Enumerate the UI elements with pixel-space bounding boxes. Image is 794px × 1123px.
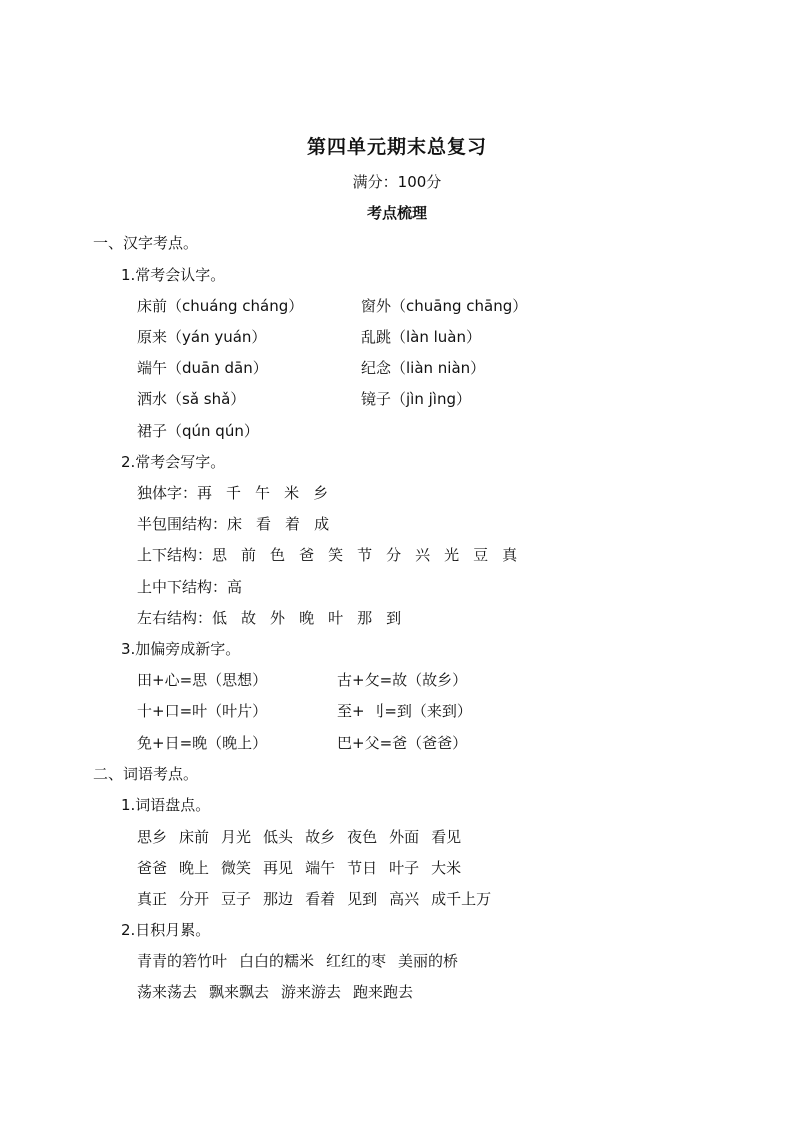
char-item: 千 [226, 484, 242, 502]
phrase-item: 美丽的桥 [398, 952, 459, 970]
char-row [137, 545, 517, 565]
compose-item: 巴+父=爸（爸爸） [337, 734, 468, 752]
compose-item: 至+ 刂=到（来到） [337, 702, 472, 720]
char-item: 兴 [415, 546, 431, 564]
word-item: 见到 [347, 890, 378, 908]
word-item: 那边 [263, 890, 294, 908]
char-item: 低 [212, 609, 228, 627]
phrase-item: 荡来荡去 [137, 983, 198, 1001]
char-item: 笑 [328, 546, 344, 564]
char-row [137, 483, 328, 503]
word-item: 再见 [263, 859, 294, 877]
char-item: 思 [212, 546, 228, 564]
compose-item: 古+攵=故（故乡） [337, 671, 468, 689]
part-heading-1-3: 3.加偏旁成新字。 [121, 640, 241, 658]
word-item: 晚上 [179, 859, 210, 877]
word-item: 看见 [431, 828, 462, 846]
reading-item: 原来（yán yuán） [137, 328, 267, 346]
word-item: 外面 [389, 828, 420, 846]
char-item: 前 [241, 546, 257, 564]
char-item: 乡 [313, 484, 329, 502]
word-item: 豆子 [221, 890, 252, 908]
word-row [137, 827, 461, 847]
char-item: 米 [284, 484, 300, 502]
char-item: 分 [386, 546, 402, 564]
word-row [137, 889, 491, 909]
reading-item: 裙子（qún qún） [137, 422, 259, 440]
phrase-item: 白白的糯米 [239, 952, 315, 970]
char-item: 真 [502, 546, 518, 564]
phrase-row [137, 982, 413, 1002]
phrase-row [137, 951, 458, 971]
phrase-item: 飘来飘去 [209, 983, 270, 1001]
char-row [137, 608, 401, 628]
char-item: 午 [255, 484, 271, 502]
reading-item: 端午（duān dān） [137, 359, 268, 377]
compose-item: 免+日=晚（晚上） [137, 734, 268, 752]
word-item: 看着 [305, 890, 336, 908]
reading-item: 镜子（jìn jìng） [361, 390, 471, 408]
char-row-label: 上中下结构： [137, 578, 228, 596]
section-heading-1: 一、汉字考点。 [93, 234, 199, 252]
word-item: 大米 [431, 859, 462, 877]
word-item: 端午 [305, 859, 336, 877]
char-item: 看 [256, 515, 272, 533]
word-item: 低头 [263, 828, 294, 846]
char-item: 爸 [299, 546, 315, 564]
word-item: 成千上万 [431, 890, 492, 908]
part-heading-1-1: 1.常考会认字。 [121, 266, 226, 284]
char-item: 高 [227, 578, 243, 596]
char-item: 豆 [473, 546, 489, 564]
char-row-label: 半包围结构： [137, 515, 228, 533]
phrase-item: 青青的箬竹叶 [137, 952, 228, 970]
part-heading-2-1: 1.词语盘点。 [121, 796, 211, 814]
part-heading-2-2: 2.日积月累。 [121, 921, 211, 939]
phrase-item: 红红的枣 [326, 952, 387, 970]
char-item: 成 [314, 515, 330, 533]
char-row-label: 上下结构： [137, 546, 213, 564]
char-item: 外 [270, 609, 286, 627]
word-item: 分开 [179, 890, 210, 908]
compose-item: 十+口=叶（叶片） [137, 702, 268, 720]
word-row [137, 858, 461, 878]
char-item: 着 [285, 515, 301, 533]
reading-item: 纪念（liàn niàn） [361, 359, 486, 377]
char-item: 晚 [299, 609, 315, 627]
word-item: 高兴 [389, 890, 420, 908]
reading-item: 床前（chuáng cháng） [137, 297, 304, 315]
char-item: 故 [241, 609, 257, 627]
word-item: 月光 [221, 828, 252, 846]
section-subtitle: 考点梳理 [366, 204, 427, 222]
word-item: 床前 [179, 828, 210, 846]
reading-item: 洒水（sǎ shǎ） [137, 390, 246, 408]
char-item: 再 [197, 484, 213, 502]
char-row-label: 独体字： [137, 484, 198, 502]
section-heading-2: 二、词语考点。 [93, 765, 199, 783]
reading-item: 窗外（chuāng chāng） [361, 297, 528, 315]
char-row [137, 577, 242, 597]
char-row [137, 514, 329, 534]
word-item: 爸爸 [137, 859, 168, 877]
word-item: 夜色 [347, 828, 378, 846]
score-line: 满分：100分 [352, 173, 442, 191]
word-item: 叶子 [389, 859, 420, 877]
char-item: 那 [357, 609, 373, 627]
phrase-item: 跑来跑去 [353, 983, 414, 1001]
phrase-item: 游来游去 [281, 983, 342, 1001]
compose-item: 田+心=思（思想） [137, 671, 268, 689]
part-heading-1-2: 2.常考会写字。 [121, 453, 226, 471]
reading-item: 乱跳（làn luàn） [361, 328, 482, 346]
char-item: 叶 [328, 609, 344, 627]
char-item: 色 [270, 546, 286, 564]
char-item: 到 [386, 609, 402, 627]
char-item: 光 [444, 546, 460, 564]
word-item: 真正 [137, 890, 168, 908]
page-title: 第四单元期末总复习 [306, 136, 487, 158]
word-item: 节日 [347, 859, 378, 877]
word-item: 思乡 [137, 828, 168, 846]
char-item: 床 [227, 515, 243, 533]
char-item: 节 [357, 546, 373, 564]
word-item: 微笑 [221, 859, 252, 877]
char-row-label: 左右结构： [137, 609, 213, 627]
word-item: 故乡 [305, 828, 336, 846]
